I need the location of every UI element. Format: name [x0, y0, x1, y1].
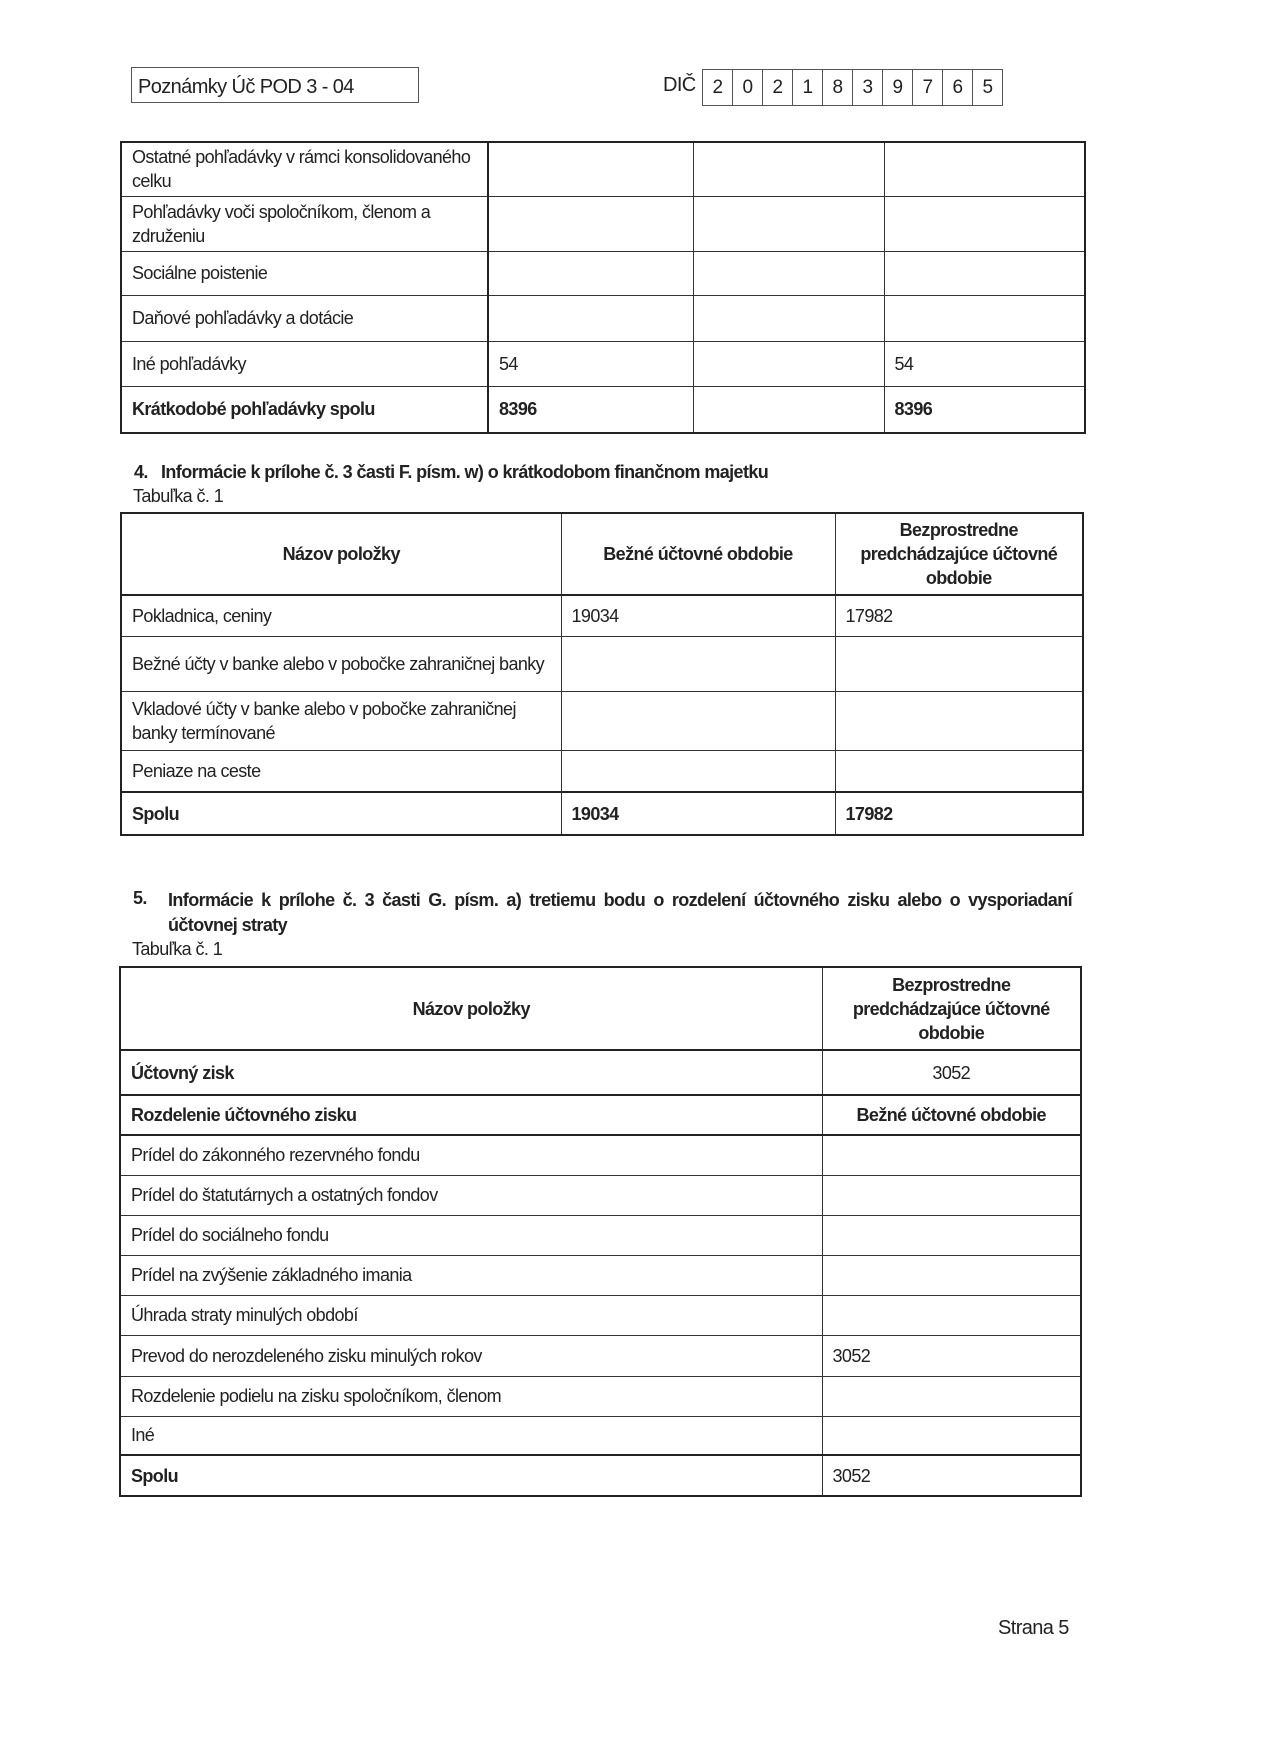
- cell: [561, 750, 835, 792]
- section-5-caption: Tabuľka č. 1: [132, 939, 223, 959]
- profit-row: [120, 1050, 1081, 1095]
- row-label: Prídel do zákonného rezervného fondu: [120, 1135, 822, 1175]
- cell: 8396: [884, 386, 1085, 433]
- table-row: [121, 750, 1083, 792]
- cell: [884, 251, 1085, 295]
- row-label: Prídel na zvýšenie základného imania: [120, 1255, 822, 1295]
- table-row: [121, 595, 1083, 636]
- cell: 19034: [561, 595, 835, 636]
- row-label: Ostatné pohľadávky v rámci konsolidovaného celku: [121, 142, 488, 196]
- cell: [693, 142, 884, 196]
- cell: 17982: [835, 792, 1083, 835]
- row-label: Iné pohľadávky: [121, 341, 488, 386]
- table-row: [120, 1255, 1081, 1295]
- cell: 54: [488, 341, 693, 386]
- cell: [822, 1295, 1081, 1335]
- table-row: [121, 295, 1085, 341]
- cell: [822, 1255, 1081, 1295]
- total-row: [120, 1455, 1081, 1496]
- section-5-number: 5.: [133, 888, 147, 908]
- cell: 3052: [822, 1335, 1081, 1376]
- cell: [822, 1135, 1081, 1175]
- column-header: Názov položky: [120, 967, 822, 1050]
- total-row: [121, 792, 1083, 835]
- column-header: Bezprostredne predchádzajúce účtovné obdobie: [835, 513, 1083, 595]
- cell: [693, 386, 884, 433]
- row-label: Bežné účty v banke alebo v pobočke zahraničnej banky: [121, 636, 561, 691]
- row-label: Úhrada straty minulých období: [120, 1295, 822, 1335]
- cell: [822, 1376, 1081, 1416]
- table-row: [120, 1416, 1081, 1455]
- cell: [693, 295, 884, 341]
- table-row: [120, 1376, 1081, 1416]
- table-row: [120, 1295, 1081, 1335]
- row-label: Spolu: [121, 792, 561, 835]
- dic-digit: 2: [763, 70, 793, 105]
- section-4-heading: 4. Informácie k prílohe č. 3 časti F. písm. w) o krátkodobom finančnom majetku: [134, 462, 769, 482]
- table-row: [121, 196, 1085, 251]
- cell: 8396: [488, 386, 693, 433]
- cell: [884, 196, 1085, 251]
- row-label: Spolu: [120, 1455, 822, 1496]
- column-header: Bezprostredne predchádzajúce účtovné obdobie: [822, 967, 1081, 1050]
- section-4-caption: Tabuľka č. 1: [133, 486, 224, 506]
- cell: 17982: [835, 595, 1083, 636]
- table-row: [121, 251, 1085, 295]
- table-row: [120, 1175, 1081, 1215]
- cell: [693, 196, 884, 251]
- cell: 3052: [822, 1050, 1081, 1095]
- cell: [561, 691, 835, 750]
- table-row: [121, 142, 1085, 196]
- row-label: Rozdelenie účtovného zisku: [120, 1095, 822, 1135]
- table-row: [120, 1135, 1081, 1175]
- cell: [488, 142, 693, 196]
- row-label: Iné: [120, 1416, 822, 1455]
- dic-digit: 6: [943, 70, 973, 105]
- table-row: [120, 1335, 1081, 1376]
- table-row: [121, 341, 1085, 386]
- cell: 3052: [822, 1455, 1081, 1496]
- cell: [693, 251, 884, 295]
- row-label: Sociálne poistenie: [121, 251, 488, 295]
- dic-digit: 3: [853, 70, 883, 105]
- section-5-heading: Informácie k prílohe č. 3 časti G. písm. a) tretiemu bodu o rozdelení účtovného zisku alebo o vysporiadaní účtovnej straty: [168, 890, 1072, 935]
- row-label: Pohľadávky voči spoločníkom, členom a združeniu: [121, 196, 488, 251]
- header-row: [121, 513, 1083, 595]
- cell: [822, 1416, 1081, 1455]
- column-header: Bežné účtovné obdobie: [561, 513, 835, 595]
- dic-digit: 5: [982, 77, 993, 98]
- dic-digit: 0: [733, 70, 763, 105]
- row-label: Peniaze na ceste: [121, 750, 561, 792]
- cell: [822, 1215, 1081, 1255]
- table-row: [120, 1215, 1081, 1255]
- cell: [488, 251, 693, 295]
- header-row: [120, 967, 1081, 1050]
- receivables-table: [120, 141, 1086, 434]
- cell: [835, 750, 1083, 792]
- cell: [693, 341, 884, 386]
- page-number: Strana 5: [998, 1617, 1069, 1639]
- row-label: Prídel do sociálneho fondu: [120, 1215, 822, 1255]
- row-label: Pokladnica, ceniny: [121, 595, 561, 636]
- form-title-box: [131, 67, 419, 103]
- row-label: Daňové pohľadávky a dotácie: [121, 295, 488, 341]
- dic-label: DIČ: [663, 74, 696, 96]
- row-label: Účtovný zisk: [120, 1050, 822, 1095]
- dic-digit: 7: [913, 70, 943, 105]
- row-label: Krátkodobé pohľadávky spolu: [121, 386, 488, 433]
- row-label: Rozdelenie podielu na zisku spoločníkom, členom: [120, 1376, 822, 1416]
- cell: 54: [884, 341, 1085, 386]
- column-header: Názov položky: [121, 513, 561, 595]
- dic-digit: 8: [823, 70, 853, 105]
- cell: [835, 636, 1083, 691]
- row-label: Prevod do nerozdeleného zisku minulých rokov: [120, 1335, 822, 1376]
- cell: [822, 1175, 1081, 1215]
- table-row: [121, 691, 1083, 750]
- row-label: Vkladové účty v banke alebo v pobočke zahraničnej banky termínované: [121, 691, 561, 750]
- cell: [835, 691, 1083, 750]
- dic-digit: 9: [883, 70, 913, 105]
- dic-digit-boxes: [702, 69, 1003, 106]
- form-title: Poznámky Úč POD 3 - 04: [138, 76, 354, 98]
- financial-assets-table: [120, 512, 1084, 836]
- profit-distribution-table: [119, 966, 1082, 1497]
- cell: [488, 196, 693, 251]
- cell: [561, 636, 835, 691]
- table-row: [121, 636, 1083, 691]
- cell: [884, 295, 1085, 341]
- distribution-header-row: [120, 1095, 1081, 1135]
- dic-digit: 1: [793, 70, 823, 105]
- cell: [488, 295, 693, 341]
- column-header: Bežné účtovné obdobie: [822, 1095, 1081, 1135]
- cell: 19034: [561, 792, 835, 835]
- total-row: [121, 386, 1085, 433]
- row-label: Prídel do štatutárnych a ostatných fondov: [120, 1175, 822, 1215]
- dic-digit: 2: [703, 70, 733, 105]
- cell: [884, 142, 1085, 196]
